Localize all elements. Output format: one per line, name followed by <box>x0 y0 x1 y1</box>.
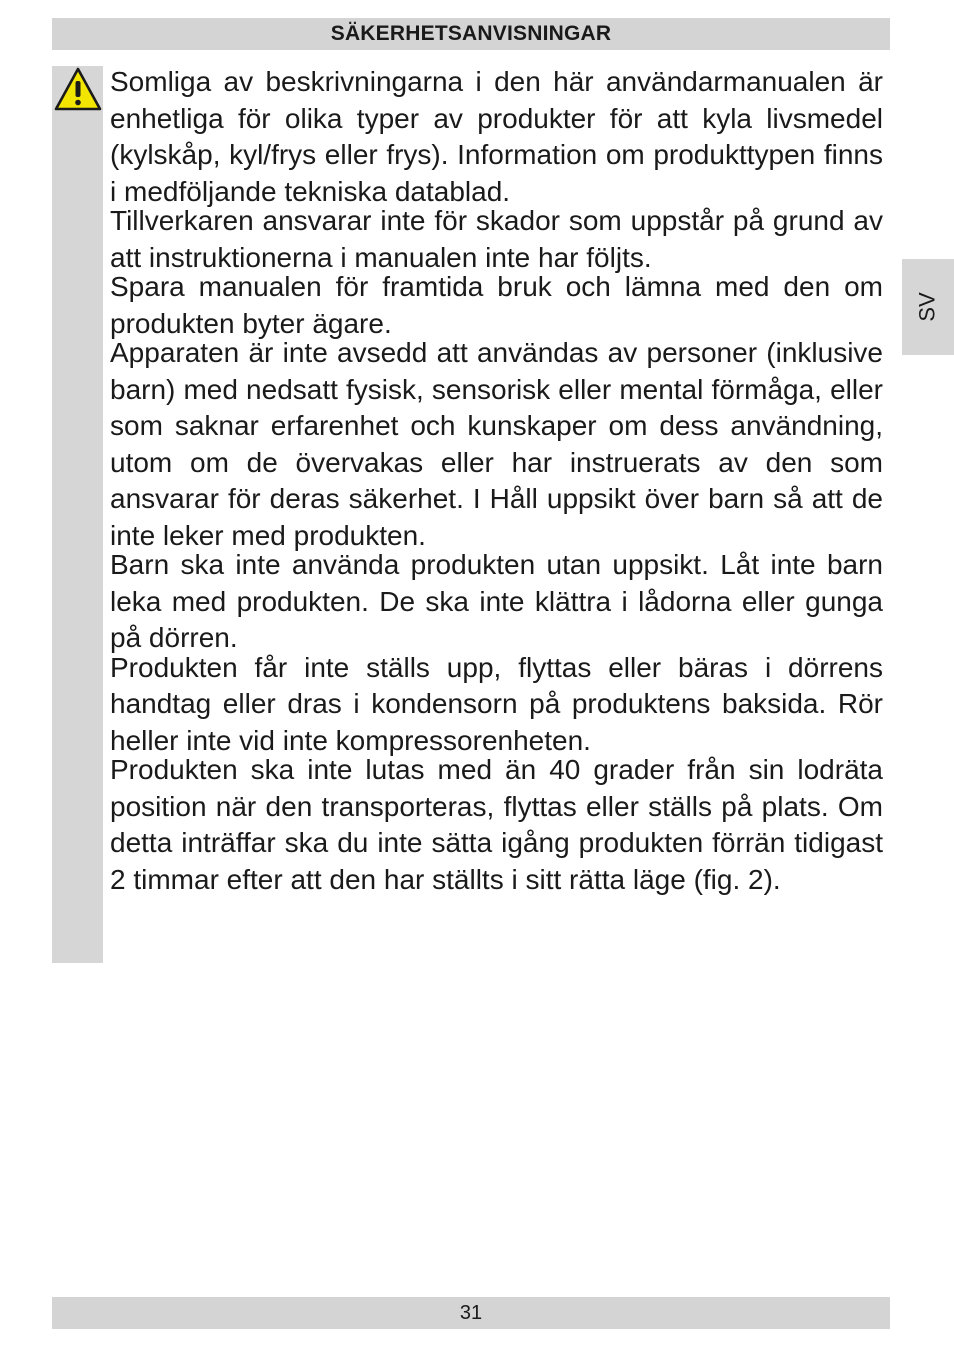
warning-side-strip <box>52 66 103 963</box>
paragraph-product-types: Somliga av beskrivningarna i den här användarmanualen är enhetliga för olika typer av produkter för att kyla livsmedel (kylskåp, kyl/frys eller frys). Information om produkttypen finns i medföljande tekniska datablad. <box>110 66 883 207</box>
paragraph-tilt-transport: Produkten ska inte lutas med än 40 grader från sin lodräta position när den transporteras, flyttas eller ställs på plats. Om detta inträffar ska du inte sätta igång produkten förrän tidigast 2 timmar efter att den har ställts i sitt rätta läge (fig. 2). <box>110 754 883 895</box>
safety-instructions <box>110 64 883 895</box>
section-title: SÄKERHETSANVISNINGAR <box>330 22 612 45</box>
section-header <box>52 18 890 50</box>
page-number: 31 <box>459 1301 483 1324</box>
language-label: SV <box>914 292 940 322</box>
paragraph-keep-manual: Spara manualen för framtida bruk och lämna med den om produkten byter ägare. <box>110 271 883 339</box>
language-tab <box>902 259 954 355</box>
page-footer <box>52 1297 890 1329</box>
warning-triangle-icon <box>54 66 102 112</box>
paragraph-reduced-capabilities: Apparaten är inte avsedd att användas av personer (inklusive barn) med nedsatt fysisk, sensorisk eller mental förmåga, eller som saknar erfarenhet och kunskaper om dess användning, utom om de övervakas eller har instruerats av den som ansvarar för deras säkerhet. I Håll uppsikt över barn så att de inte leker med produkten. <box>110 337 883 551</box>
paragraph-children: Barn ska inte använda produkten utan uppsikt. Låt inte barn leka med produkten. De ska inte klättra i lådorna eller gunga på dörren. <box>110 549 883 653</box>
paragraph-handling: Produkten får inte ställs upp, flyttas eller bäras i dörrens handtag eller dras i kondensorn på produktens baksida. Rör heller inte vid inte kompressorenheten. <box>110 651 883 756</box>
paragraph-manufacturer-liability: Tillverkaren ansvarar inte för skador som uppstår på grund av att instruktionerna i manualen inte har följts. <box>110 205 883 273</box>
